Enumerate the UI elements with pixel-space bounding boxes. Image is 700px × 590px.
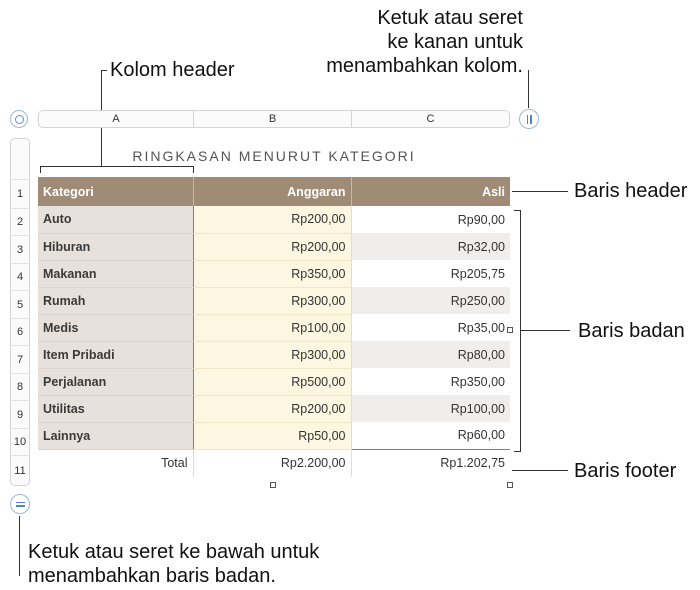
row-number-9[interactable]: 9	[11, 401, 29, 429]
footer-label-cell[interactable]: Total	[38, 449, 193, 477]
table-row	[38, 395, 510, 422]
category-cell[interactable]: Hiburan	[38, 233, 193, 260]
actual-cell[interactable]: Rp350,00	[351, 368, 510, 395]
row-number-8[interactable]: 8	[11, 374, 29, 401]
header-column-bracket	[40, 166, 194, 173]
actual-cell[interactable]: Rp250,00	[351, 287, 510, 314]
actual-cell[interactable]: Rp80,00	[351, 341, 510, 368]
budget-cell[interactable]: Rp500,00	[193, 368, 351, 395]
category-cell[interactable]: Rumah	[38, 287, 193, 314]
row-number-1[interactable]: 1	[11, 180, 29, 209]
table-row	[38, 233, 510, 260]
header-cell-anggaran[interactable]: Anggaran	[193, 177, 351, 206]
actual-cell[interactable]: Rp35,00	[351, 314, 510, 341]
body-rows-callout: Baris badan	[578, 320, 685, 342]
select-table-circle-icon[interactable]	[10, 110, 28, 128]
header-column-leader-tick	[101, 70, 107, 71]
footer-row-callout: Baris footer	[574, 460, 677, 482]
category-cell[interactable]: Perjalanan	[38, 368, 193, 395]
body-rows-bracket	[514, 210, 521, 452]
budget-cell[interactable]: Rp100,00	[193, 314, 351, 341]
table-title[interactable]: RINGKASAN MENURUT KATEGORI	[132, 148, 416, 164]
actual-cell[interactable]: Rp90,00	[351, 206, 510, 233]
category-cell[interactable]: Medis	[38, 314, 193, 341]
row-number-11[interactable]: 11	[14, 464, 26, 477]
summary-table	[38, 177, 510, 477]
add-row-callout: Ketuk atau seret ke bawah untuk menambahkan baris badan.	[28, 541, 320, 587]
header-row-callout: Baris header	[574, 180, 688, 202]
table-row	[38, 368, 510, 395]
row-number-spacer	[11, 139, 29, 180]
column-selection-handle-right[interactable]	[507, 327, 513, 333]
row-number-3[interactable]: 3	[11, 236, 29, 264]
table-row	[38, 260, 510, 287]
add-column-handle-icon[interactable]	[519, 109, 539, 129]
row-number-2[interactable]: 2	[11, 209, 29, 236]
budget-cell[interactable]: Rp200,00	[193, 206, 351, 233]
actual-cell[interactable]: Rp32,00	[351, 233, 510, 260]
budget-cell[interactable]: Rp200,00	[193, 233, 351, 260]
column-letter-c[interactable]: C	[426, 113, 435, 125]
category-cell[interactable]: Item Pribadi	[38, 341, 193, 368]
add-column-leader-line	[528, 70, 529, 108]
corner-selection-handle[interactable]	[507, 482, 513, 488]
header-cell-asli[interactable]: Asli	[351, 177, 510, 206]
add-row-handle-icon[interactable]	[10, 494, 30, 514]
header-cell-kategori[interactable]: Kategori	[38, 177, 193, 206]
actual-cell[interactable]: Rp60,00	[351, 422, 510, 449]
header-row-leader-line	[512, 191, 568, 192]
column-letter-a[interactable]: A	[39, 111, 194, 127]
row-number-4[interactable]: 4	[11, 264, 29, 291]
row-number-6[interactable]: 6	[11, 319, 29, 346]
actual-cell[interactable]: Rp205,75	[351, 260, 510, 287]
header-column-callout: Kolom header	[110, 59, 235, 81]
category-cell[interactable]: Makanan	[38, 260, 193, 287]
table-row	[38, 341, 510, 368]
budget-cell[interactable]: Rp300,00	[193, 287, 351, 314]
budget-cell[interactable]: Rp300,00	[193, 341, 351, 368]
column-letter-bar	[38, 110, 510, 128]
row-number-bar	[10, 138, 30, 486]
header-row	[38, 177, 510, 206]
row-number-5[interactable]: 5	[11, 291, 29, 319]
footer-actual-total[interactable]: Rp1.202,75	[351, 449, 510, 477]
budget-cell[interactable]: Rp200,00	[193, 395, 351, 422]
row-number-10[interactable]: 10	[11, 429, 29, 456]
body-rows-leader-line	[520, 330, 570, 331]
table-row	[38, 314, 510, 341]
add-row-leader-line	[19, 516, 20, 576]
footer-row-leader-line	[512, 470, 568, 471]
add-column-callout: Ketuk atau seret ke kanan untuk menambahkan kolom.	[326, 7, 523, 77]
table-row	[38, 206, 510, 233]
footer-budget-total[interactable]: Rp2.200,00	[193, 449, 351, 477]
category-cell[interactable]: Auto	[38, 206, 193, 233]
row-number-7[interactable]: 7	[11, 346, 29, 374]
category-cell[interactable]: Utilitas	[38, 395, 193, 422]
table-row	[38, 287, 510, 314]
table-row	[38, 422, 510, 449]
budget-cell[interactable]: Rp350,00	[193, 260, 351, 287]
row-selection-handle-bottom[interactable]	[270, 482, 276, 488]
column-letter-b[interactable]: B	[194, 111, 352, 127]
actual-cell[interactable]: Rp100,00	[351, 395, 510, 422]
category-cell[interactable]: Lainnya	[38, 422, 193, 449]
budget-cell[interactable]: Rp50,00	[193, 422, 351, 449]
footer-row	[38, 449, 510, 477]
